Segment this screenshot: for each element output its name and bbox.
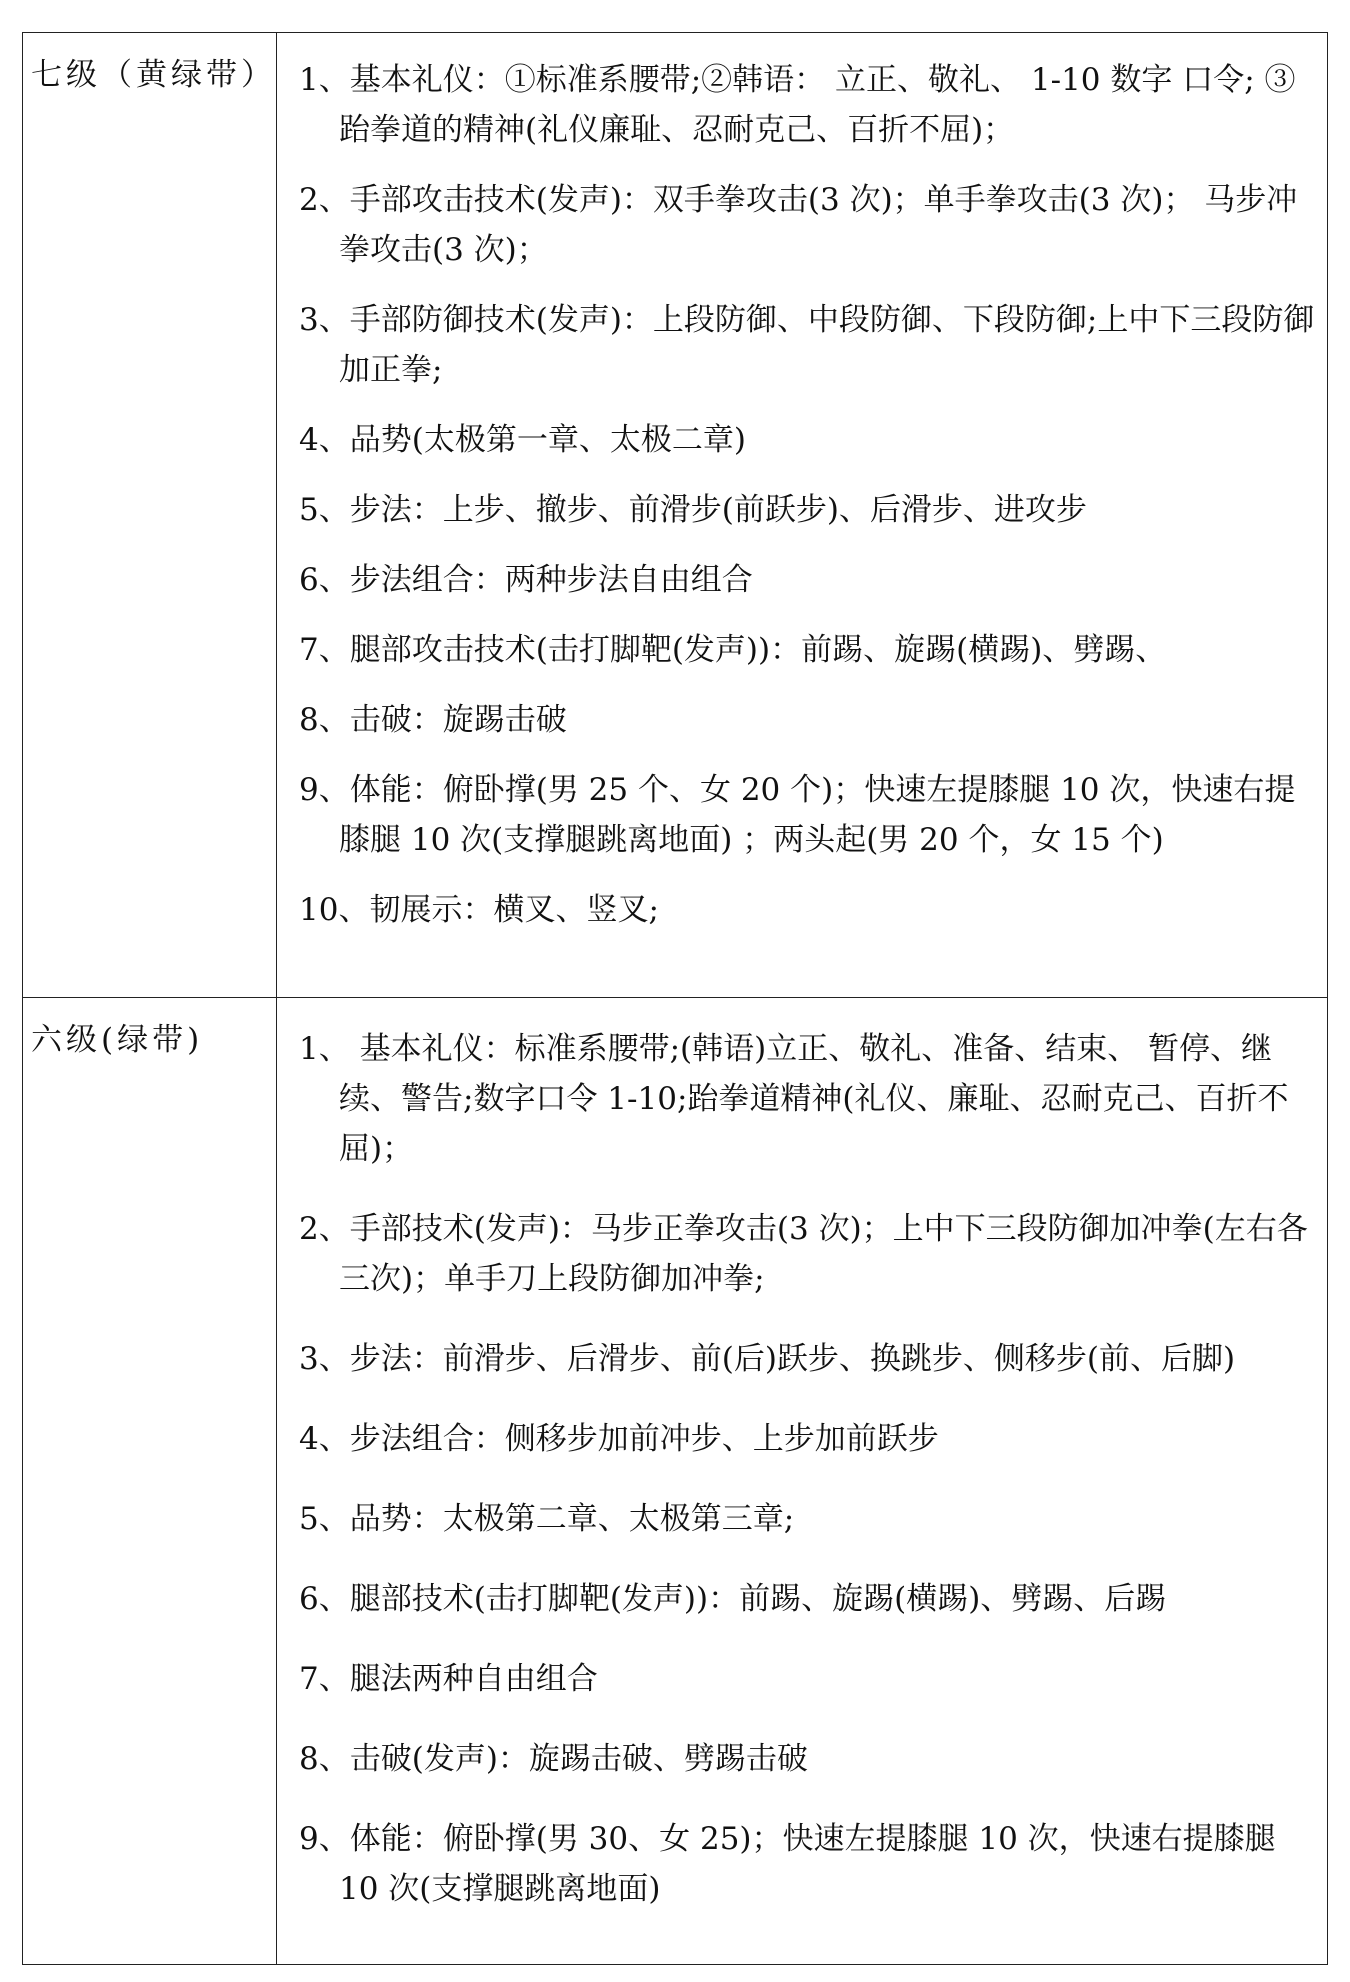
- requirement-item: 9、体能：俯卧撑(男 25 个、女 20 个)；快速左提膝腿 10 次，快速右提膝腿 10 次(支撑腿跳离地面) ；两头起(男 20 个，女 15 个): [299, 772, 1296, 858]
- requirement-item: 5、步法：上步、撤步、前滑步(前跃步)、后滑步、进攻步: [299, 492, 1087, 528]
- requirements-cell: [277, 998, 1328, 1965]
- grade-label: 六级(绿带): [31, 1022, 204, 1058]
- requirements-cell: [277, 33, 1328, 998]
- grade-row-6: [23, 998, 1328, 1965]
- grade-row-7: [23, 33, 1328, 998]
- requirement-item: 10、韧展示：横叉、竖叉;: [299, 892, 659, 928]
- requirement-item: 6、腿部技术(击打脚靶(发声))：前踢、旋踢(横踢)、劈踢、后踢: [299, 1581, 1167, 1617]
- grade-label: 七级（黄绿带）: [31, 57, 276, 93]
- requirement-item: 2、手部攻击技术(发声)：双手拳攻击(3 次)；单手拳攻击(3 次)； 马步冲拳攻击(3 次)；: [299, 182, 1298, 268]
- requirement-item: 2、手部技术(发声)：马步正拳攻击(3 次)；上中下三段防御加冲拳(左右各三次)；单手刀上段防御加冲拳;: [299, 1211, 1308, 1297]
- requirement-item: 7、腿部攻击技术(击打脚靶(发声))：前踢、旋踢(横踢)、劈踢、: [299, 632, 1167, 668]
- requirement-item: 3、步法：前滑步、后滑步、前(后)跃步、换跳步、侧移步(前、后脚): [299, 1341, 1236, 1377]
- requirement-item: 6、步法组合：两种步法自由组合: [299, 562, 753, 598]
- requirement-item: 1、基本礼仪：①标准系腰带;②韩语： 立正、敬礼、 1-10 数字 口令; ③跆拳道的精神(礼仪廉耻、忍耐克己、百折不屈)；: [299, 62, 1296, 148]
- requirement-item: 9、体能：俯卧撑(男 30、女 25)；快速左提膝腿 10 次，快速右提膝腿 10 次(支撑腿跳离地面): [299, 1821, 1276, 1907]
- grade-label-cell: [23, 998, 277, 1965]
- requirement-item: 8、击破：旋踢击破: [299, 702, 567, 738]
- requirement-item: 4、步法组合：侧移步加前冲步、上步加前跃步: [299, 1421, 939, 1457]
- requirement-item: 1、 基本礼仪：标准系腰带;(韩语)立正、敬礼、准备、结束、 暂停、继续、警告;数字口令 1-10;跆拳道精神(礼仪、廉耻、忍耐克己、百折不屈)；: [299, 1031, 1289, 1167]
- grade-label-cell: [23, 33, 277, 998]
- requirement-item: 5、品势：太极第二章、太极第三章;: [299, 1501, 795, 1537]
- requirement-item: 7、腿法两种自由组合: [299, 1661, 598, 1697]
- grade-requirements-table: [22, 32, 1328, 1965]
- requirement-item: 3、手部防御技术(发声)：上段防御、中段防御、下段防御;上中下三段防御加正拳;: [299, 302, 1315, 388]
- requirement-item: 4、品势(太极第一章、太极二章): [299, 422, 746, 458]
- requirement-item: 8、击破(发声)：旋踢击破、劈踢击破: [299, 1741, 808, 1777]
